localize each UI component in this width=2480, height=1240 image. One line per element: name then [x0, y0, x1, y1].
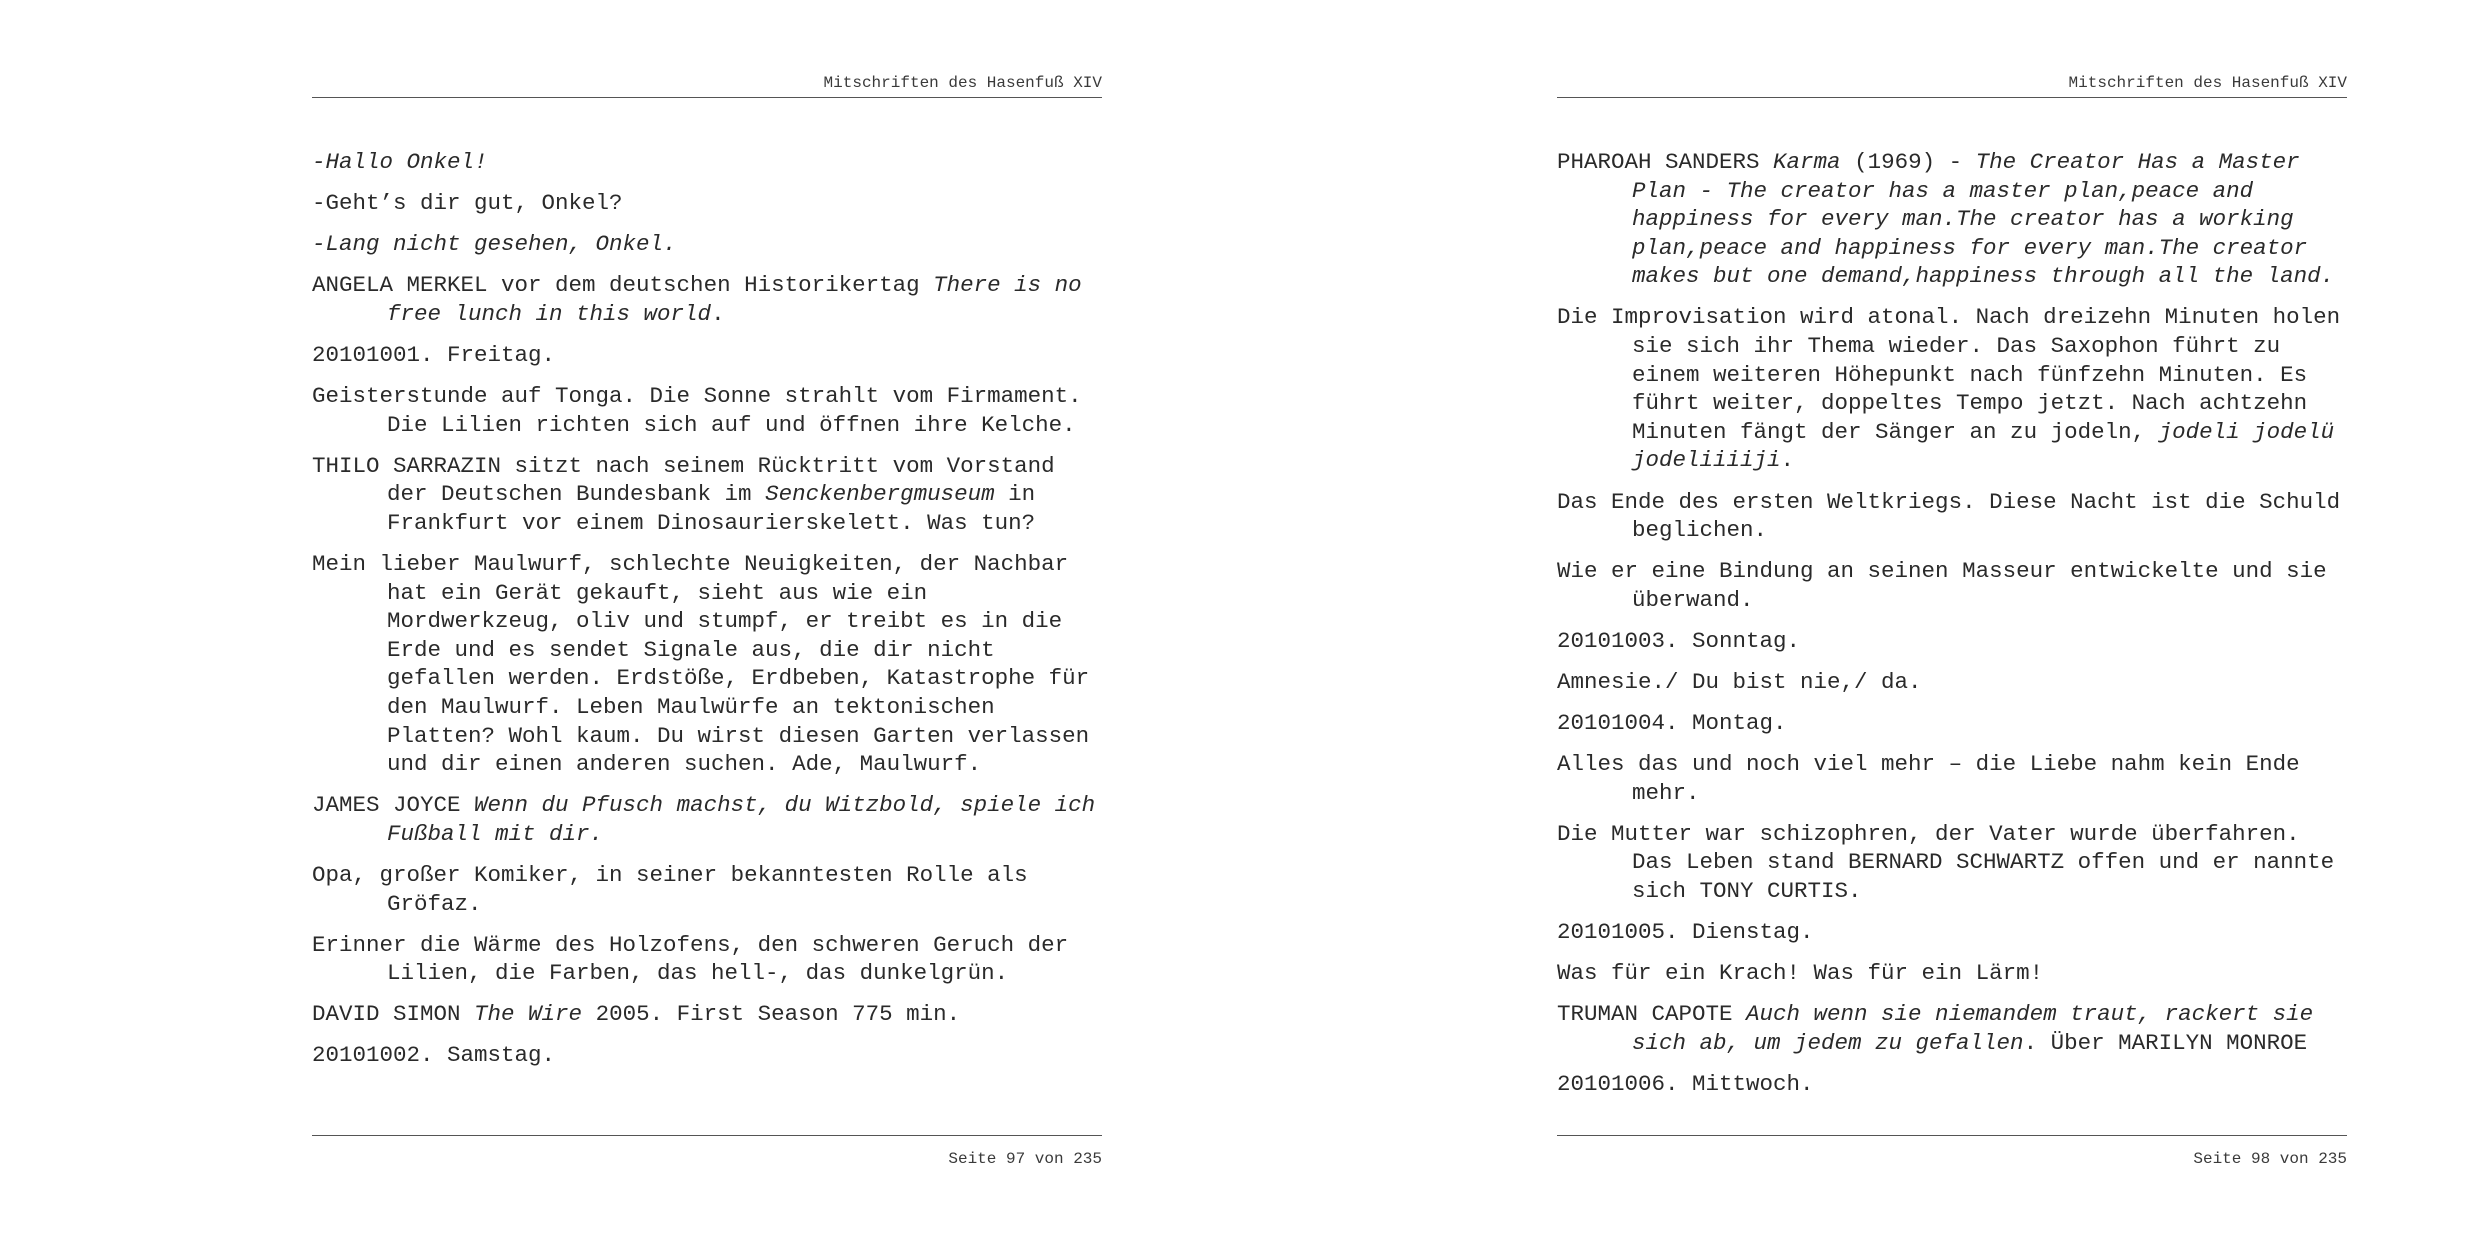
entry-date	[312, 341, 1102, 370]
running-head: Mitschriften des Hasenfuß XIV	[2068, 74, 2347, 92]
entry-text: Amnesie./ Du bist nie,/ da.	[1557, 669, 1922, 695]
entry-text: DAVID SIMON	[312, 1001, 475, 1028]
entry-text: TRUMAN CAPOTE	[1557, 1001, 1747, 1028]
entry	[312, 550, 1102, 779]
entry-italic: The Creator Has a Master Plan - The creator has a master plan,peace and happiness for every man.The creator has a working plan,peace and happiness for every man.The creator makes but one demand,happiness through all the land.	[1632, 149, 2335, 290]
entry-text: -Lang nicht gesehen, Onkel.	[312, 231, 677, 258]
entry-text: -Geht’s dir gut, Onkel?	[312, 190, 623, 217]
entry-italic: There is no free lunch in this world	[387, 272, 1082, 327]
entry-italic: Auch wenn sie niemandem traut, rackert sie sich ab, um jedem zu gefallen	[1632, 1001, 2314, 1056]
entry-text: 2005. First Season 775 min.	[582, 1001, 961, 1028]
page-body	[1557, 148, 2347, 1111]
left-page	[312, 0, 1102, 1240]
entry-text: 20101006. Mittwoch.	[1557, 1071, 1814, 1098]
entry	[1557, 959, 2347, 988]
entry	[1557, 488, 2347, 545]
footer-rule	[1557, 1135, 2347, 1136]
entry-text: Die Mutter war schizophren, der Vater wurde überfahren. Das Leben stand BERNARD SCHWARTZ offen und er nannte sich TONY CURTIS.	[1557, 820, 2335, 905]
page-number: Seite 97 von 235	[948, 1150, 1102, 1168]
page-number: Seite 98 von 235	[2193, 1150, 2347, 1168]
entry	[312, 931, 1102, 988]
entry-text: Wie er eine Bindung an seinen Masseur entwickelte und sie überwand.	[1557, 558, 2327, 613]
entry-text: Mein lieber Maulwurf, schlechte Neuigkeiten, der Nachbar hat ein Gerät gekauft, sieht aus wie ein Mordwerkzeug, oliv und stumpf, er treibt es in die Erde und es sendet Signale aus, die dir nicht gefallen werden. Erdstöße, Erdbeben, Katastrophe für den Maulwurf. Leben Maulwürfe an tektonischen Platten? Wohl kaum. Du wirst diesen Garten verlassen und dir einen anderen suchen. Ade, Maulwurf.	[312, 551, 1090, 778]
entry	[1557, 1000, 2347, 1057]
entry	[312, 271, 1102, 328]
entry-text: 20101002. Samstag.	[312, 1042, 556, 1069]
entry-text: . Über MARILYN MONROE	[2023, 1029, 2308, 1056]
entry	[312, 382, 1102, 439]
entry-text: THILO SARRAZIN sitzt nach seinem Rücktritt vom Vorstand der Deutschen Bundesbank im	[312, 452, 1055, 508]
entry	[312, 1000, 1102, 1029]
entry-date	[1557, 627, 2347, 656]
entry	[1557, 668, 2347, 697]
entry-italic: Wenn du Pfusch machst, du Witzbold, spiele ich Fußball mit dir.	[387, 792, 1096, 847]
entry-text: Erinner die Wärme des Holzofens, den schweren Geruch der Lilien, die Farben, das hell-, das dunkelgrün.	[312, 931, 1069, 987]
header-rule	[312, 97, 1102, 98]
entry-text: 20101005. Dienstag.	[1557, 919, 1814, 946]
entry-text: .	[1780, 447, 1795, 474]
entry	[312, 189, 1102, 218]
entry-date	[1557, 1070, 2347, 1099]
entry-text: Geisterstunde auf Tonga. Die Sonne strahlt vom Firmament. Die Lilien richten sich auf und öffnen ihre Kelche.	[312, 383, 1082, 438]
entry-text: in Frankfurt vor einem Dinosaurierskelett. Was tun?	[387, 481, 1036, 536]
entry	[1557, 148, 2347, 291]
entry-text: -Hallo Onkel!	[312, 149, 488, 175]
entry-date	[1557, 918, 2347, 947]
entry	[312, 148, 1102, 177]
entry	[1557, 303, 2347, 475]
entry	[1557, 750, 2347, 807]
entry-text: Alles das und noch viel mehr – die Liebe nahm kein Ende mehr.	[1557, 751, 2300, 806]
entry-text: Das Ende des ersten Weltkriegs. Diese Nacht ist die Schuld beglichen.	[1557, 488, 2341, 544]
entry-text: PHAROAH SANDERS	[1557, 149, 1774, 175]
header-rule	[1557, 97, 2347, 98]
entry-text: JAMES JOYCE	[312, 792, 475, 819]
entry-text: 20101001. Freitag.	[312, 341, 556, 368]
right-page	[1557, 0, 2347, 1240]
entry-italic: Senckenbergmuseum	[765, 481, 995, 508]
page-body	[312, 148, 1102, 1083]
entry-date	[312, 1041, 1102, 1070]
entry-text: Die Improvisation wird atonal. Nach dreizehn Minuten holen sie sich ihr Thema wieder. Das Saxophon führt zu einem weiteren Höhepunkt nach fünfzehn Minuten. Es führt weiter, doppeltes Tempo jetzt. Nach achtzehn Minuten fängt der Sänger an zu jodeln,	[1557, 304, 2341, 445]
running-head: Mitschriften des Hasenfuß XIV	[823, 74, 1102, 92]
entry	[312, 452, 1102, 538]
entry	[1557, 557, 2347, 614]
entry-italic: Karma	[1773, 149, 1841, 175]
entry-italic: jodeli jodelü jodeliiiiji	[1632, 418, 2335, 474]
entry	[1557, 820, 2347, 906]
entry-text: ANGELA MERKEL vor dem deutschen Historikertag	[312, 272, 934, 299]
entry-text: .	[711, 300, 725, 327]
entry	[312, 791, 1102, 848]
entry-text: 20101003. Sonntag.	[1557, 627, 1801, 654]
entry-text: 20101004. Montag.	[1557, 710, 1787, 737]
entry-date	[1557, 709, 2347, 738]
entry-text: Was für ein Krach! Was für ein Lärm!	[1557, 960, 2044, 987]
entry-text: (1969) -	[1840, 149, 1976, 175]
entry	[312, 861, 1102, 918]
entry-italic: The Wire	[474, 1001, 583, 1028]
entry	[312, 230, 1102, 259]
footer-rule	[312, 1135, 1102, 1136]
entry-text: Opa, großer Komiker, in seiner bekanntesten Rolle als Gröfaz.	[312, 861, 1028, 917]
